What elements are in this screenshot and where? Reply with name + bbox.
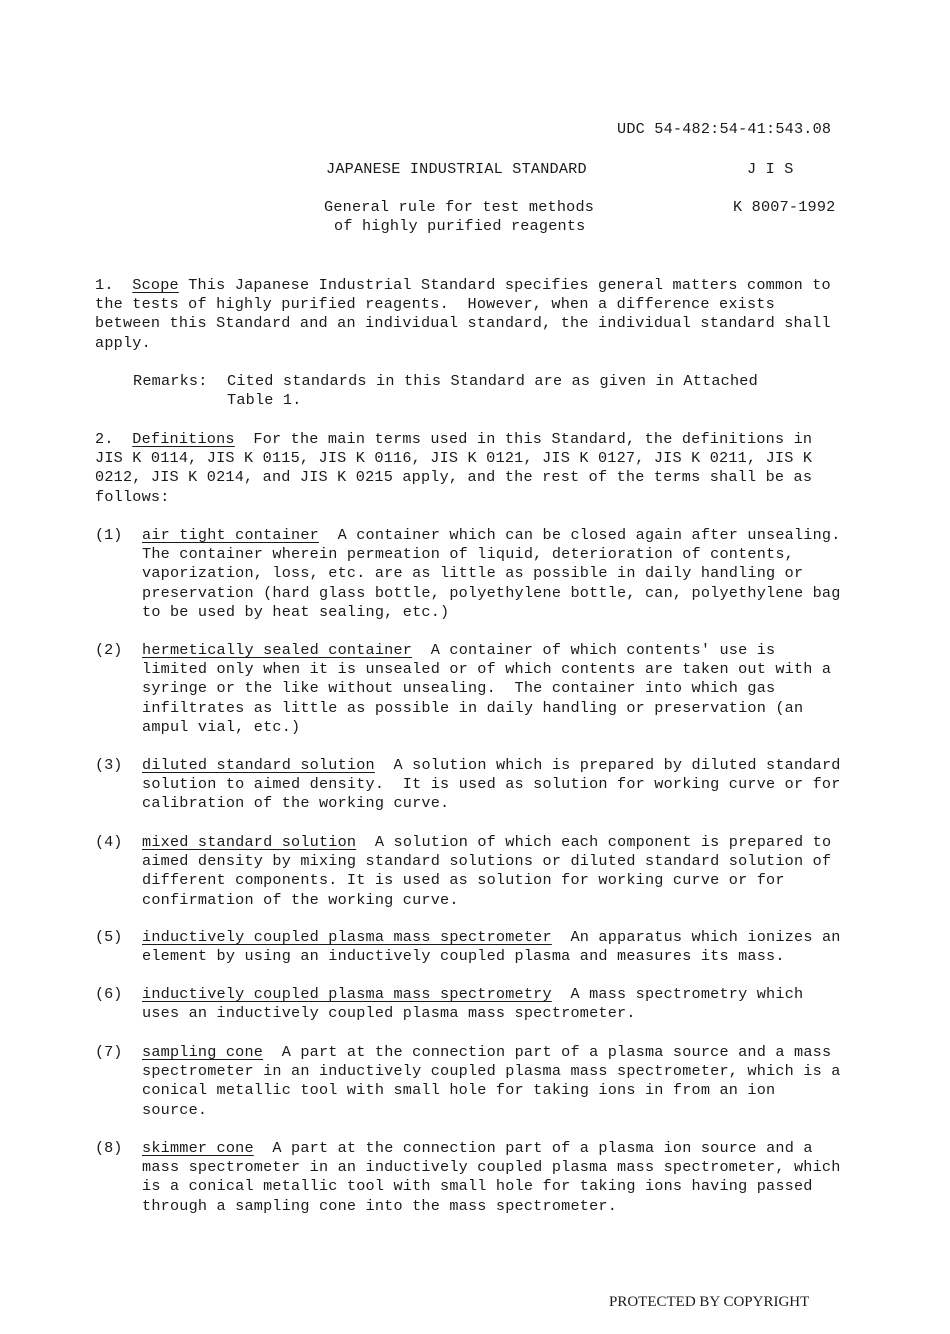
remarks-text: Cited standards in this Standard are as given in Attached Table 1. (227, 372, 768, 410)
definition-term: diluted standard solution (142, 756, 375, 774)
definition-text: A container of which contents' use is limited only when it is unsealed or of which contents are taken out with a syringe or the like without unsealing. The container into which gas infiltrates as little as possible in daily handling or preservation (an ampul vial, etc.) (142, 641, 841, 736)
item-number: (2) (95, 641, 123, 659)
standard-code: K 8007-1992 (733, 198, 836, 216)
remarks-label: Remarks: (133, 372, 208, 390)
definition-text: An apparatus which ionizes an element by using an inductively coupled plasma and measures its mass. (142, 928, 850, 966)
definition-item (142, 928, 850, 966)
scope-text: This Japanese Industrial Standard specifies general matters common to the tests of highly purified reagents. However, when a difference exists between this Standard and an individual standard, the individual standard shall apply. (95, 276, 841, 352)
definitions-number: 2. (95, 430, 114, 448)
item-number: (8) (95, 1139, 123, 1157)
copyright-notice: PROTECTED BY COPYRIGHT (609, 1294, 810, 1310)
definition-item (142, 1043, 850, 1120)
definition-item (142, 985, 847, 1023)
scope-heading: Scope (132, 276, 179, 294)
scope-number: 1. (95, 276, 114, 294)
definition-item (142, 1139, 850, 1216)
definition-term: mixed standard solution (142, 833, 357, 851)
title-line-2: of highly purified reagents (334, 217, 586, 235)
definition-item (142, 526, 860, 622)
section-definitions (95, 430, 845, 507)
section-scope (95, 276, 845, 353)
jis-mark: J I S (747, 160, 794, 178)
definition-term: air tight container (142, 526, 319, 544)
definition-text: A part at the connection part of a plasma ion source and a mass spectrometer in an inductively coupled plasma mass spectrometer, which is a conical metallic tool with small hole for taking ions having passed through a sampling cone into the mass spectrometer. (142, 1139, 850, 1215)
definition-text: A part at the connection part of a plasma source and a mass spectrometer in an inductively coupled plasma mass spectrometer, which is a conical metallic tool with small hole for taking ions in from an ion source. (142, 1043, 850, 1119)
definition-text: A solution of which each component is prepared to aimed density by mixing standard solutions or diluted standard solution of different components. It is used as solution for working curve or for confirmation of the working curve. (142, 833, 841, 909)
standard-name: JAPANESE INDUSTRIAL STANDARD (326, 160, 587, 178)
definition-term: inductively coupled plasma mass spectrometer (142, 928, 552, 946)
item-number: (6) (95, 985, 123, 1003)
definition-term: hermetically sealed container (142, 641, 413, 659)
definition-text: A solution which is prepared by diluted standard solution to aimed density. It is used as solution for working curve or for calibration of the working curve. (142, 756, 850, 813)
item-number: (1) (95, 526, 123, 544)
definition-item (142, 641, 847, 737)
definitions-text: For the main terms used in this Standard, the definitions in JIS K 0114, JIS K 0115, JIS K 0116, JIS K 0121, JIS K 0127, JIS K 0211, JIS K 0212, JIS K 0214, and JIS K 0215 apply, and the rest of the terms shall be as follows: (95, 430, 822, 506)
item-number: (4) (95, 833, 123, 851)
definition-text: A container which can be closed again after unsealing. The container wherein permeation of liquid, deterioration of contents, vaporization, loss, etc. are as little as possible in daily handling or preservation (hard glass bottle, polyethylene bottle, can, polyethylene bag to be used by heat sealing, etc.) (142, 526, 860, 621)
definitions-heading: Definitions (132, 430, 235, 448)
definition-text: A mass spectrometry which uses an inductively coupled plasma mass spectrometer. (142, 985, 813, 1023)
item-number: (5) (95, 928, 123, 946)
definition-term: skimmer cone (142, 1139, 254, 1157)
title-line-1: General rule for test methods (324, 198, 595, 216)
definition-item (142, 756, 850, 814)
item-number: (7) (95, 1043, 123, 1061)
definition-term: sampling cone (142, 1043, 264, 1061)
definition-item (142, 833, 847, 910)
item-number: (3) (95, 756, 123, 774)
udc-code: UDC 54-482:54-41:543.08 (617, 120, 832, 138)
definition-term: inductively coupled plasma mass spectrometry (142, 985, 552, 1003)
